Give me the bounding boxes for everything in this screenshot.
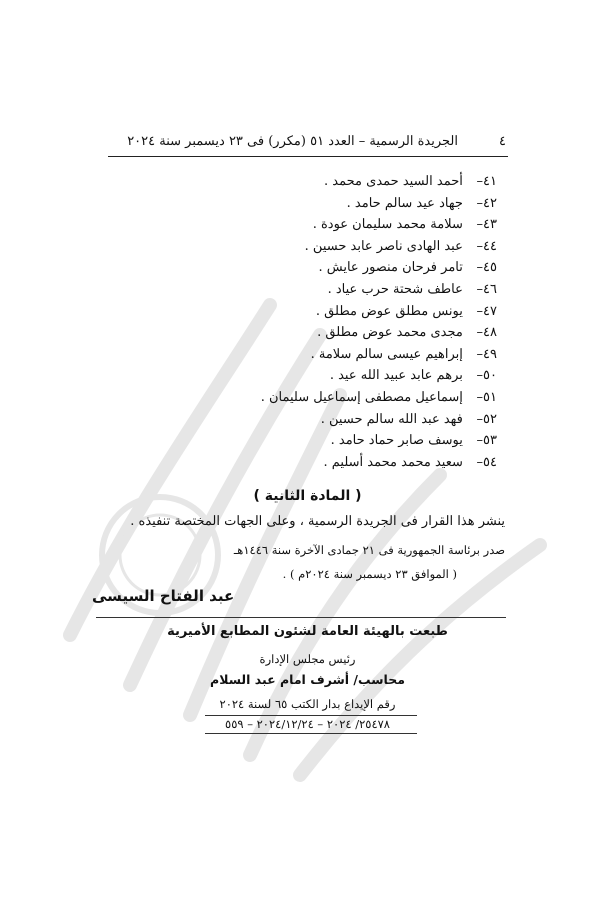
list-item-name: يوسف صابر حماد حامد . <box>330 433 463 449</box>
list-item <box>167 344 497 366</box>
print-code: ٢٥٤٧٨/ ٢٠٢٤ – ٢٠٢٤/١٢/٢٤ – ٥٥٩ <box>225 717 390 731</box>
list-item-name: فهد عبد الله سالم حسين . <box>320 411 463 427</box>
list-item-name: يونس مطلق عوض مطلق . <box>315 303 463 319</box>
page-number: ٤ <box>499 134 506 149</box>
list-item-name: إبراهيم عيسى سالم سلامة . <box>310 346 463 362</box>
decree-date-line: ( الموافق ٢٣ ديسمبر سنة ٢٠٢٤م ) . <box>282 567 457 581</box>
list-item-name: أحمد السيد حمدى محمد . <box>324 174 463 189</box>
list-item-name: سلامة محمد سليمان عودة . <box>312 217 463 233</box>
list-item <box>167 279 497 301</box>
list-item-number: ٤٦– <box>476 281 497 297</box>
list-item-name: تامر فرحان منصور عايش . <box>318 260 463 276</box>
list-item-number: ٤٥– <box>476 260 497 276</box>
chair-name: محاسب/ أشرف امام عبد السلام <box>210 672 405 687</box>
page-header <box>110 132 506 152</box>
list-item-number: ٥٤– <box>476 454 497 470</box>
list-item-name: برهم عابد عبيد الله عيد . <box>329 368 463 384</box>
list-item <box>167 171 497 193</box>
list-item-number: ٤٧– <box>476 303 497 319</box>
list-item-number: ٥٣– <box>476 433 497 449</box>
list-item-number: ٤١– <box>476 174 497 189</box>
list-item <box>167 236 497 258</box>
list-item-name: مجدى محمد عوض مطلق . <box>317 325 463 341</box>
list-item-name: إسماعيل مصطفى إسماعيل سليمان . <box>260 389 463 405</box>
list-item <box>167 301 497 323</box>
printer-line: طبعت بالهيئة العامة لشئون المطابع الأميرية <box>167 624 448 639</box>
list-item <box>167 409 497 431</box>
deposit-rule-bottom <box>205 733 417 734</box>
list-item <box>167 322 497 344</box>
list-item-name: عبد الهادى ناصر عابد حسين . <box>304 238 463 254</box>
list-item <box>167 387 497 409</box>
list-item-name: سعيد محمد محمد أسليم . <box>323 454 463 470</box>
list-item <box>167 430 497 452</box>
chair-title: رئيس مجلس الإدارة <box>259 652 356 666</box>
decree-issued-line: صدر برئاسة الجمهورية فى ٢١ جمادى الآخرة سنة ١٤٤٦هـ <box>233 543 505 557</box>
list-item-number: ٤٣– <box>476 217 497 233</box>
list-item-number: ٥٢– <box>476 411 497 427</box>
list-item <box>167 365 497 387</box>
list-item <box>167 452 497 474</box>
names-list <box>167 171 497 473</box>
footer-rule <box>96 617 506 618</box>
deposit-rule-top <box>205 715 417 716</box>
list-item-name: عاطف شحتة حرب عياد . <box>327 281 463 297</box>
list-item-name: جهاد عيد سالم حامد . <box>346 195 463 211</box>
article-title: ( المادة الثانية ) <box>253 488 362 504</box>
header-title: الجريدة الرسمية – العدد ٥١ (مكرر) فى ٢٣ ديسمبر سنة ٢٠٢٤ <box>127 134 458 149</box>
list-item-number: ٤٩– <box>476 346 497 362</box>
president-signature: عبد الفتاح السيسى <box>92 587 235 605</box>
header-rule <box>108 156 508 157</box>
list-item-number: ٥١– <box>476 389 497 405</box>
list-item <box>167 193 497 215</box>
list-item-number: ٤٤– <box>476 238 497 254</box>
deposit-number: رقم الإيداع بدار الكتب ٦٥ لسنة ٢٠٢٤ <box>219 697 396 711</box>
decree-publish-line: ينشر هذا القرار فى الجريدة الرسمية ، وعلى الجهات المختصة تنفيذه . <box>130 514 505 529</box>
list-item <box>167 214 497 236</box>
list-item-number: ٥٠– <box>476 368 497 384</box>
list-item-number: ٤٢– <box>476 195 497 211</box>
list-item <box>167 257 497 279</box>
list-item-number: ٤٨– <box>476 325 497 341</box>
